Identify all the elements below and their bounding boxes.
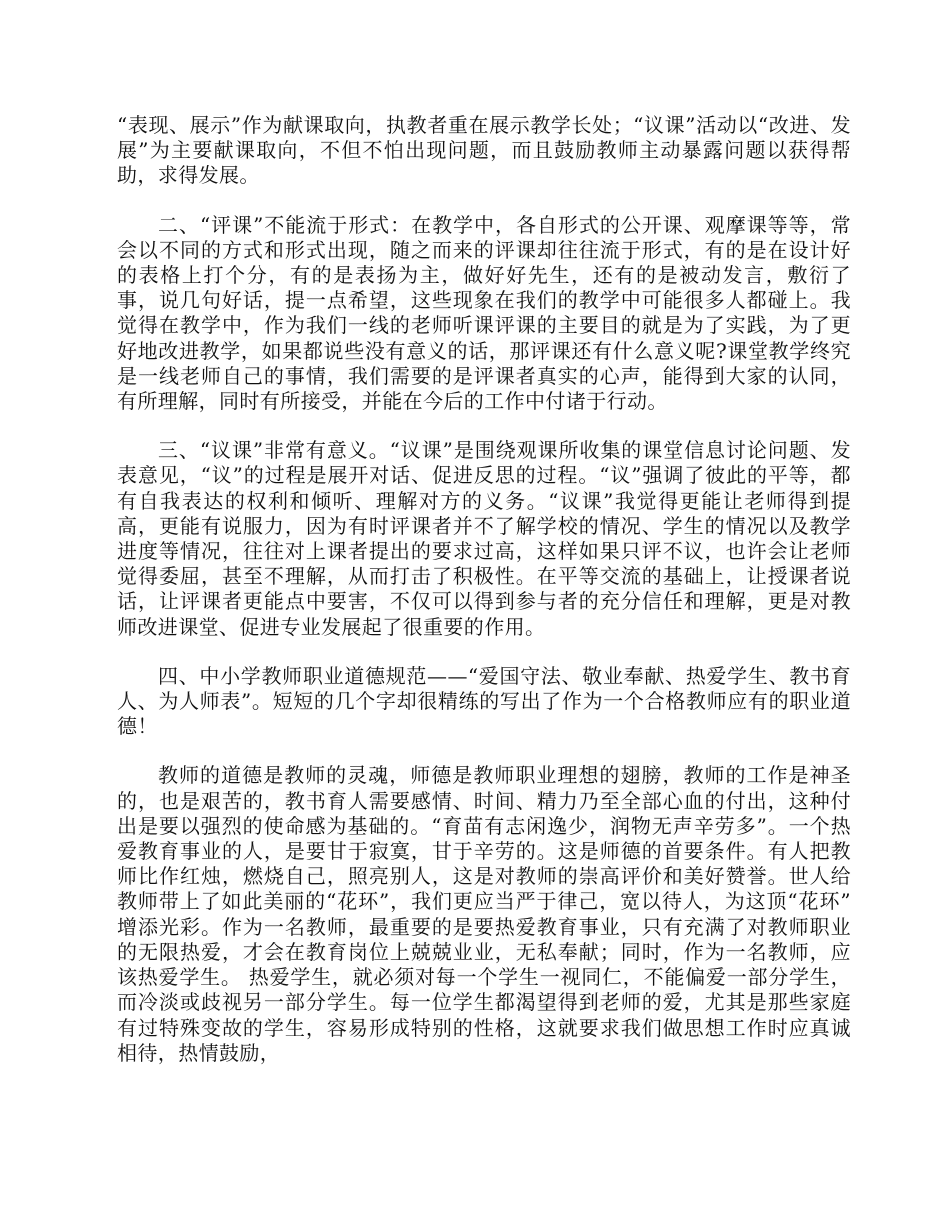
- paragraph-intro-continuation: “表现、展示”作为献课取向，执教者重在展示教学长处；“议课”活动以“改进、发展”为主要献课取向，不但不怕出现问题，而且鼓励教师主动暴露问题以获得帮助，求得发展。: [117, 113, 851, 188]
- paragraph-section-three: 三、“议课”非常有意义。“议课”是围绕观课所收集的课堂信息讨论问题、发表意见，“议”的过程是展开对话、促进反思的过程。“议”强调了彼此的平等，都有自我表达的权利和倾听、理解对方的义务。“议课”我觉得更能让老师得到提高，更能有说服力，因为有时评课者并不了解学校的情况、学生的情况以及教学进度等情况，往往对上课者提出的要求过高，这样如果只评不议，也许会让老师觉得委屈，甚至不理解，从而打击了积极性。在平等交流的基础上，让授课者说话，让评课者更能点中要害，不仅可以得到参与者的充分信任和理解，更是对教师改进课堂、促进专业发展起了很重要的作用。: [117, 438, 851, 639]
- paragraph-teacher-ethics: 教师的道德是教师的灵魂，师德是教师职业理想的翅膀，教师的工作是神圣的，也是艰苦的，教书育人需要感情、时间、精力乃至全部心血的付出，这种付出是要以强烈的使命感为基础的。“育苗有志闲逸少，润物无声辛劳多”。一个热爱教育事业的人，是要甘于寂寞，甘于辛劳的。这是师德的首要条件。有人把教师比作红烛，燃烧自己，照亮别人，这是对教师的崇高评价和美好赞誉。世人给教师带上了如此美丽的“花环”，我们更应当严于律己，宽以待人，为这顶“花环” 增添光彩。作为一名教师，最重要的是要热爱教育事业，只有充满了对教师职业的无限热爱，才会在教育岗位上兢兢业业，无私奉献；同时，作为一名教师，应该热爱学生。 热爱学生，就必须对每一个学生一视同仁，不能偏爱一部分学生，而冷淡或歧视另一部分学生。每一位学生都渴望得到老师的爱，尤其是那些家庭有过特殊变故的学生，容易形成特别的性格，这就要求我们做思想工作时应真诚相待，热情鼓励，: [117, 763, 851, 1065]
- document-body: [117, 113, 851, 1090]
- paragraph-section-four: 四、中小学教师职业道德规范——“爱国守法、敬业奉献、热爱学生、教书育人、为人师表”。短短的几个字却很精练的写出了作为一个合格教师应有的职业道德！: [117, 663, 851, 739]
- paragraph-section-two: 二、“评课”不能流于形式：在教学中，各自形式的公开课、观摩课等等，常会以不同的方式和形式出现，随之而来的评课却往往流于形式，有的是在设计好的表格上打个分，有的是表扬为主，做好好先生，还有的是被动发言，敷衍了事，说几句好话，提一点希望，这些现象在我们的教学中可能很多人都碰上。我觉得在教学中，作为我们一线的老师听课评课的主要目的就是为了实践，为了更好地改进教学，如果都说些没有意义的话，那评课还有什么意义呢?课堂教学终究是一线老师自己的事情，我们需要的是评课者真实的心声，能得到大家的认同，有所理解，同时有所接受，并能在今后的工作中付诸于行动。: [117, 212, 851, 414]
